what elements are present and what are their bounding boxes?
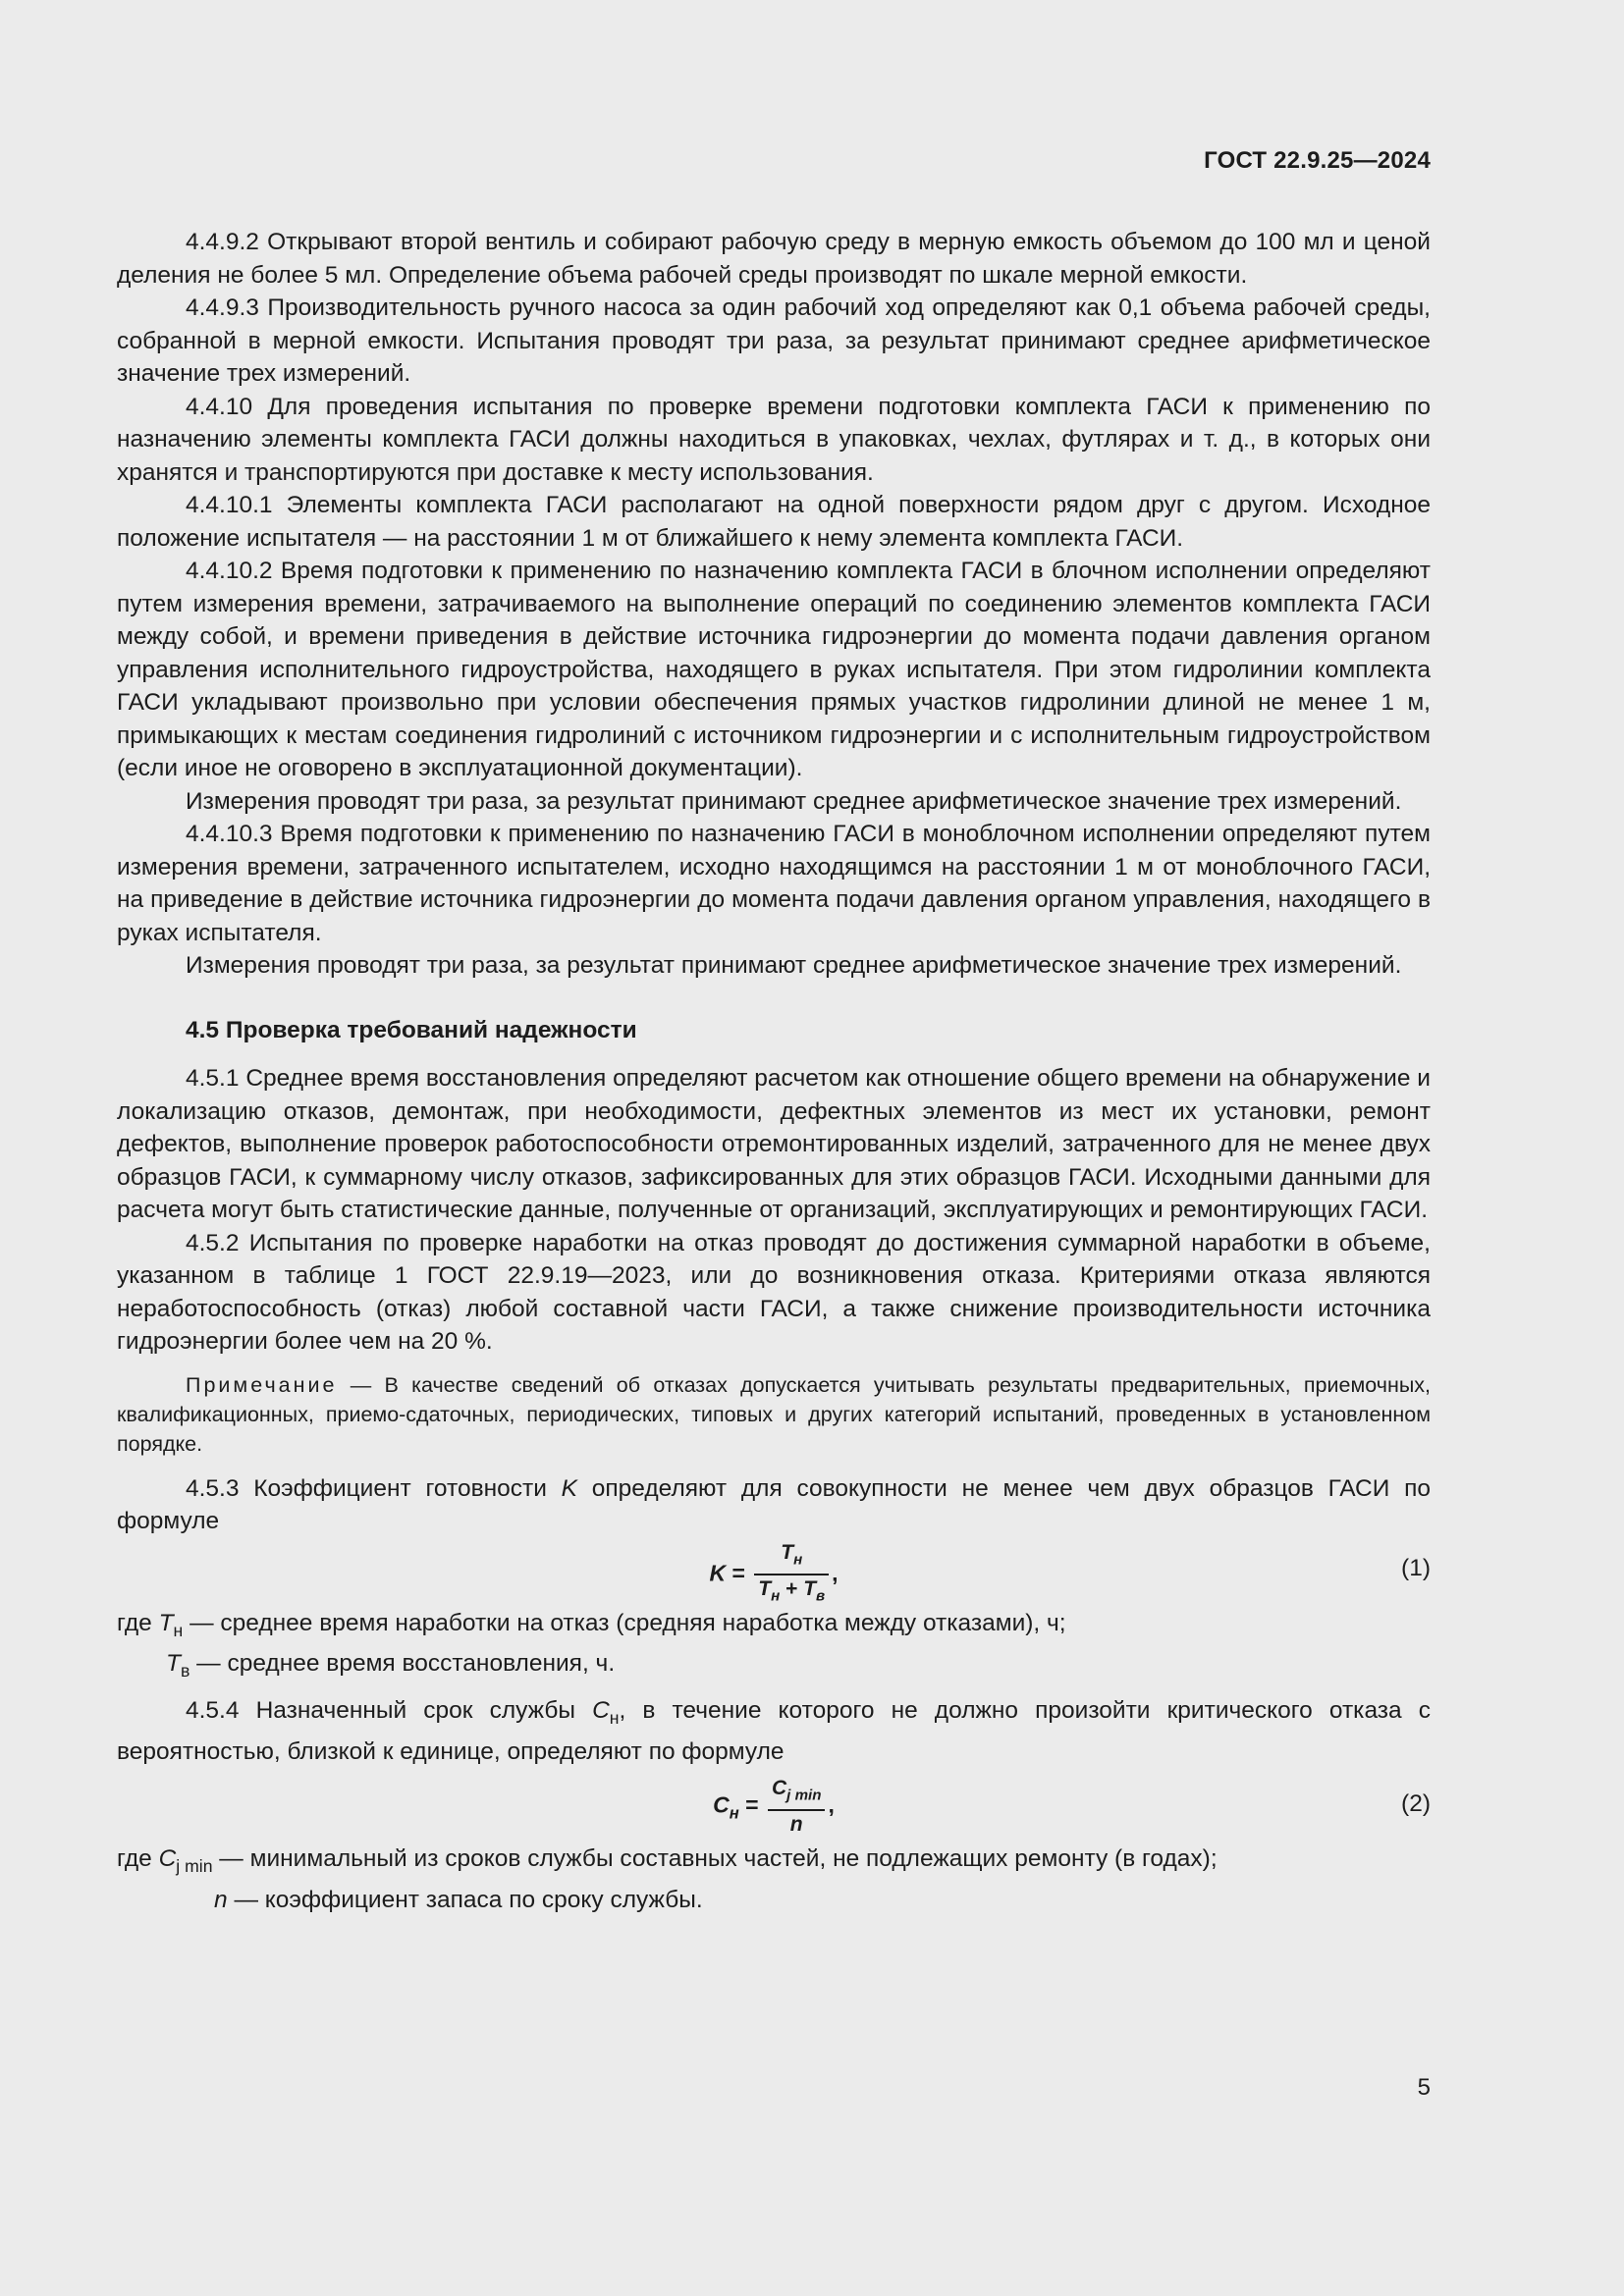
formula-2 xyxy=(117,1776,1431,1839)
formula-2-lhs-sub: н xyxy=(729,1803,739,1823)
where-block-1 xyxy=(117,1607,1431,1688)
formula-1-eq: = xyxy=(726,1559,752,1585)
where-2-text: — коэффициент запаса по сроку службы. xyxy=(227,1886,703,1913)
paragraph-4-5-1: 4.5.1 Среднее время восстановления определяют расчетом как отношение общего времени на обнаружение и локализацию отказов, демонтаж, при необходимости, дефектных элементов из мест их установки, ремонт дефектов, выполнение проверок работоспособности отремонтированных изделий, затраченного для не менее двух образцов ГАСИ, к суммарному числу отказов, зафиксированных для этих образцов ГАСИ. Исходными данными для расчета могут быть статистические данные, полученные от организаций, эксплуатирующих и ремонтирующих ГАСИ. xyxy=(117,1065,1431,1223)
var-c-sub: н xyxy=(609,1708,620,1729)
paragraph-4-4-9-2: 4.4.9.2 Открывают второй вентиль и собирают рабочую среду в мерную емкость объемом до 100 мл и ценой деления не более 5 мл. Определение объема рабочей среды производят по шкале мерной емкости. xyxy=(117,229,1431,289)
formula-1-expression xyxy=(117,1540,1431,1610)
den-var2: T xyxy=(803,1576,817,1600)
p454-before: 4.5.4 Назначенный срок службы xyxy=(186,1696,593,1724)
where-1-row-1 xyxy=(117,1607,1431,1648)
note-text: — В качестве сведений об отказах допускается учитывать результаты предварительных, приемочных, квалификационных, приемо-сдаточных, периодических, типовых и других категорий испытаний, проведенных в установленном порядке. xyxy=(117,1372,1431,1456)
formula-1-tail: , xyxy=(832,1559,839,1585)
var-k: K xyxy=(561,1474,578,1502)
den-plus: + xyxy=(780,1576,804,1600)
where-1-text: — среднее время наработки на отказ (средняя наработка между отказами), ч; xyxy=(183,1609,1066,1636)
paragraph-4-5-4 xyxy=(117,1694,1431,1768)
where-2-text: — минимальный из сроков службы составных частей, не подлежащих ремонту (в годах); xyxy=(212,1845,1218,1873)
paragraph-4-5-3 xyxy=(117,1472,1431,1538)
paragraph-4-5-2: 4.5.2 Испытания по проверке наработки на отказ проводят до достижения суммарной наработки в объеме, указанном в таблице 1 ГОСТ 22.9.19—2023, или до возникновения отказа. Критериями отказа являются неработоспособность (отказ) любой составной части ГАСИ, а также снижение производительности источника гидроэнергии более чем на 20 %. xyxy=(117,1229,1431,1355)
where-1-sub: н xyxy=(173,1620,184,1640)
where-1-var: T xyxy=(158,1609,174,1636)
paragraph-measurements-1: Измерения проводят три раза, за результат принимают среднее арифметическое значение трех измерений. xyxy=(186,787,1402,815)
num-var: T xyxy=(781,1540,794,1564)
formula-2-tail: , xyxy=(828,1791,835,1818)
paragraph-4-4-10-3: 4.4.10.3 Время подготовки к применению по назначению ГАСИ в моноблочном исполнении определяют путем измерения времени, затраченного испытателем, исходно находящимся на расстоянии 1 м от моноблочного ГАСИ, на приведение в действие источника гидроэнергии до момента подачи давления органом управления, находящего в руках испытателя. xyxy=(117,821,1431,946)
note xyxy=(117,1370,1431,1459)
formula-2-number: (2) xyxy=(1401,1790,1431,1818)
formula-2-fraction xyxy=(768,1776,825,1838)
paragraph-measurements-2: Измерения проводят три раза, за результат принимают среднее арифметическое значение трех измерений. xyxy=(186,952,1402,979)
den-var1: T xyxy=(758,1576,772,1600)
formula-2-lhs: C xyxy=(713,1791,730,1818)
formula-2-numerator xyxy=(768,1776,825,1811)
where-1-text: — среднее время восстановления, ч. xyxy=(189,1650,616,1678)
num-sub: н xyxy=(793,1550,803,1568)
section-title: 4.5 Проверка требований надежности xyxy=(186,1016,637,1043)
p453-after: определяют для совокупности не менее чем двух образцов ГАСИ по формуле xyxy=(117,1474,1431,1534)
formula-1-lhs: K xyxy=(709,1559,727,1585)
where-2-var: C xyxy=(158,1845,177,1873)
where-block-2 xyxy=(117,1842,1431,1916)
var-c: C xyxy=(592,1696,610,1724)
paragraph-4-4-9-3: 4.4.9.3 Производительность ручного насоса за один рабочий ход определяют как 0,1 объема рабочей среды, собранной в мерной емкости. Испытания проводят три раза, за результат принимают среднее арифметическое значение трех измерений. xyxy=(117,294,1431,387)
where-1-sub: в xyxy=(180,1661,190,1682)
where-1-prefix: где xyxy=(117,1609,159,1636)
den-sub1: н xyxy=(771,1587,781,1605)
where-2-row-2 xyxy=(117,1884,1431,1917)
formula-1 xyxy=(117,1540,1431,1603)
formula-2-eq: = xyxy=(738,1791,765,1818)
formula-1-denominator xyxy=(754,1575,829,1609)
page-content xyxy=(117,226,1431,1916)
p454-after: , в течение которого не должно произойти критического отказа с вероятностью, близкой к единице, определяют по формуле xyxy=(117,1696,1431,1765)
formula-1-fraction xyxy=(754,1540,829,1610)
where-2-var: n xyxy=(214,1886,228,1913)
where-1-row-2 xyxy=(117,1647,1431,1688)
standard-header: ГОСТ 22.9.25—2024 xyxy=(1204,147,1431,174)
formula-1-number: (1) xyxy=(1401,1554,1431,1581)
formula-2-denominator: n xyxy=(789,1813,803,1837)
paragraph-4-4-10-2: 4.4.10.2 Время подготовки к применению по назначению комплекта ГАСИ в блочном исполнении определяют путем измерения времени, затрачиваемого на выполнение операций по соединению элементов комплекта ГАСИ между собой, и времени приведения в действие источника гидроэнергии до момента подачи давления органом управления исполнительного гидроустройства, находящего в руках испытателя. При этом гидролинии комплекта ГАСИ укладывают произвольно при условии обеспечения прямых участков гидролинии длиной не менее 1 м, примыкающих к местам соединения гидролиний с источником гидроэнергии и с исполнительным гидроустройством (если иное не оговорено в эксплуатационной документации). xyxy=(117,558,1431,781)
where-2-sub: j min xyxy=(176,1856,213,1877)
paragraph-4-4-10-1: 4.4.10.1 Элементы комплекта ГАСИ располагают на одной поверхности рядом друг с другом. Исходное положение испытателя — на расстоянии 1 м от ближайшего к нему элемента комплекта ГАСИ. xyxy=(117,492,1431,552)
page-number: 5 xyxy=(1417,2074,1431,2101)
where-2-prefix: где xyxy=(117,1845,159,1873)
den-sub2: в xyxy=(816,1587,826,1605)
formula-1-numerator xyxy=(754,1540,829,1575)
where-2-row-1 xyxy=(117,1842,1431,1884)
where-1-var: T xyxy=(166,1650,181,1678)
paragraph-4-4-10: 4.4.10 Для проведения испытания по проверке времени подготовки комплекта ГАСИ к применению по назначению элементы комплекта ГАСИ должны находиться в упаковках, чехлах, футлярах и т. д., в которых они хранятся и транспортируются при доставке к месту использования. xyxy=(117,393,1431,486)
num-var: C xyxy=(772,1777,787,1800)
num-sub: j min xyxy=(786,1787,822,1804)
note-label: Примечание xyxy=(186,1372,338,1397)
p453-before: 4.5.3 Коэффициент готовности xyxy=(186,1474,562,1502)
formula-2-expression xyxy=(117,1776,1431,1838)
